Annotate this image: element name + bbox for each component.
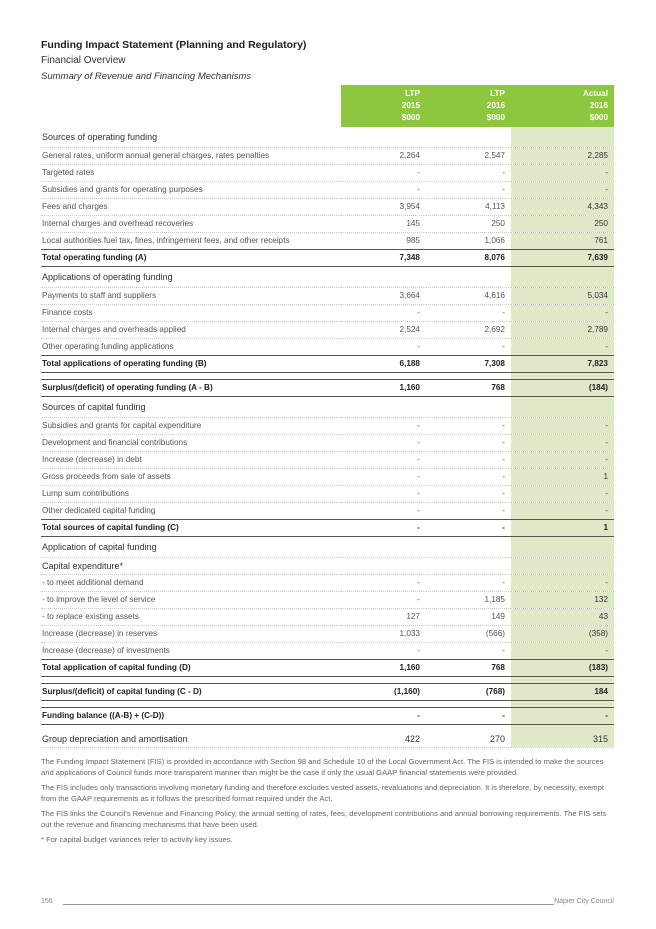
note-paragraph: The FIS includes only transactions involving monetary funding and therefore excludes vested assets, revaluations and depreciation. It is therefore, by necessity, exempt from the GAAP requirements as it follows the prescribed format required under the Act.	[41, 783, 604, 803]
row-label: Total operating funding (A)	[41, 250, 341, 267]
row-label: Sources of operating funding	[41, 127, 341, 148]
value-actual2016: 761	[511, 233, 614, 250]
value-actual2016: 7,823	[511, 356, 614, 373]
table-row	[41, 305, 614, 322]
row-label: Local authorities fuel tax, fines, infringement fees, and other receipts	[41, 233, 341, 250]
row-label: Sources of capital funding	[41, 397, 341, 418]
value-ltp2015: 145	[341, 216, 426, 233]
table-row	[41, 216, 614, 233]
value-ltp2016: (566)	[426, 626, 511, 643]
value-ltp2016: -	[426, 503, 511, 520]
value-actual2016: 7,639	[511, 250, 614, 267]
value-ltp2016: -	[426, 469, 511, 486]
value-ltp2016: 4,616	[426, 288, 511, 305]
row-label: Application of capital funding	[41, 537, 341, 558]
value-actual2016: (358)	[511, 626, 614, 643]
value-actual2016: 4,343	[511, 199, 614, 216]
value-ltp2015: 3,954	[341, 199, 426, 216]
value-ltp2015: -	[341, 418, 426, 435]
value-ltp2015: -	[341, 305, 426, 322]
row-label: Applications of operating funding	[41, 267, 341, 288]
col-header-unit: $000	[426, 112, 511, 127]
table-row	[41, 322, 614, 339]
value-ltp2016: -	[426, 165, 511, 182]
row-label: Total sources of capital funding (C)	[41, 520, 341, 537]
value-ltp2015: -	[341, 339, 426, 356]
value-ltp2015: 6,188	[341, 356, 426, 373]
table-row	[41, 609, 614, 626]
row-label: - to meet additional demand	[41, 575, 341, 592]
value-ltp2016: 270	[426, 731, 511, 748]
value-actual2016: 1	[511, 469, 614, 486]
row-label: Total applications of operating funding (B)	[41, 356, 341, 373]
value-ltp2016: -	[426, 520, 511, 537]
page-footer	[41, 898, 614, 910]
value-ltp2016: 768	[426, 660, 511, 677]
value-ltp2016: -	[426, 418, 511, 435]
row-label: Subsidies and grants for capital expenditure	[41, 418, 341, 435]
table-row	[41, 339, 614, 356]
row-label: Increase (decrease) of investments	[41, 643, 341, 660]
value-ltp2015: 1,160	[341, 380, 426, 397]
row-label: Increase (decrease) in debt	[41, 452, 341, 469]
table-row	[41, 182, 614, 199]
row-label: Gross proceeds from sale of assets	[41, 469, 341, 486]
value-actual2016: -	[511, 418, 614, 435]
value-actual2016: 132	[511, 592, 614, 609]
section-row	[41, 267, 614, 288]
value-ltp2016	[426, 127, 511, 148]
value-ltp2015	[341, 267, 426, 288]
value-ltp2015: -	[341, 592, 426, 609]
table-row	[41, 643, 614, 660]
row-label: Total application of capital funding (D)	[41, 660, 341, 677]
row-label: Funding balance ((A-B) + (C-D))	[41, 708, 341, 725]
table-row	[41, 626, 614, 643]
row-label: Other operating funding applications	[41, 339, 341, 356]
notes	[41, 756, 614, 845]
value-ltp2016: 4,113	[426, 199, 511, 216]
value-actual2016: -	[511, 305, 614, 322]
table-row	[41, 148, 614, 165]
value-ltp2015: 1,160	[341, 660, 426, 677]
value-actual2016: 2,285	[511, 148, 614, 165]
value-ltp2016: 8,076	[426, 250, 511, 267]
value-ltp2015: -	[341, 520, 426, 537]
table-row	[41, 452, 614, 469]
value-actual2016: (184)	[511, 380, 614, 397]
value-ltp2015: (1,160)	[341, 684, 426, 701]
row-label: - to improve the level of service	[41, 592, 341, 609]
statement-title: Funding Impact Statement (Planning and Regulatory)	[41, 39, 307, 51]
footer-rule	[63, 904, 554, 905]
col-header-ltp2015: LTP	[341, 85, 426, 100]
value-ltp2015: 7,348	[341, 250, 426, 267]
table-row	[41, 435, 614, 452]
total-row	[41, 708, 614, 725]
value-actual2016: 43	[511, 609, 614, 626]
value-ltp2015: 1,033	[341, 626, 426, 643]
value-ltp2016: -	[426, 452, 511, 469]
row-label: Development and financial contributions	[41, 435, 341, 452]
value-actual2016	[511, 397, 614, 418]
funding-table	[41, 85, 614, 748]
value-actual2016: 1	[511, 520, 614, 537]
value-ltp2015: 422	[341, 731, 426, 748]
value-actual2016	[511, 537, 614, 558]
row-label: Payments to staff and suppliers	[41, 288, 341, 305]
value-ltp2015: -	[341, 643, 426, 660]
col-header-unit: $000	[511, 112, 614, 127]
table-row	[41, 418, 614, 435]
row-label: General rates, uniform annual general charges, rates penalties	[41, 148, 341, 165]
total-row	[41, 356, 614, 373]
table-row	[41, 575, 614, 592]
value-actual2016: 2,789	[511, 322, 614, 339]
value-ltp2016	[426, 558, 511, 575]
value-ltp2016: (768)	[426, 684, 511, 701]
value-ltp2016: -	[426, 339, 511, 356]
row-label	[41, 373, 341, 380]
row-label: Internal charges and overheads applied	[41, 322, 341, 339]
row-label: Finance costs	[41, 305, 341, 322]
row-label: Internal charges and overhead recoveries	[41, 216, 341, 233]
value-actual2016: -	[511, 575, 614, 592]
row-label: - to replace existing assets	[41, 609, 341, 626]
value-ltp2015: -	[341, 165, 426, 182]
document-page	[41, 38, 614, 849]
value-actual2016	[511, 701, 614, 708]
value-ltp2015: 2,264	[341, 148, 426, 165]
row-label: Increase (decrease) in reserves	[41, 626, 341, 643]
section-row	[41, 397, 614, 418]
value-ltp2015	[341, 537, 426, 558]
table-row	[41, 199, 614, 216]
value-ltp2015: -	[341, 575, 426, 592]
value-actual2016: 250	[511, 216, 614, 233]
spacer-row	[41, 677, 614, 684]
table-row	[41, 731, 614, 748]
value-ltp2015	[341, 701, 426, 708]
table-row	[41, 503, 614, 520]
value-actual2016: 184	[511, 684, 614, 701]
value-ltp2015	[341, 397, 426, 418]
value-ltp2016: 2,692	[426, 322, 511, 339]
col-header-year: 2016	[426, 100, 511, 112]
row-label	[41, 677, 341, 684]
value-actual2016	[511, 558, 614, 575]
value-ltp2015	[341, 558, 426, 575]
value-ltp2015: 3,664	[341, 288, 426, 305]
value-ltp2016: -	[426, 575, 511, 592]
value-ltp2016: 2,547	[426, 148, 511, 165]
row-label: Surplus/(deficit) of operating funding (A - B)	[41, 380, 341, 397]
value-ltp2016	[426, 677, 511, 684]
spacer-row	[41, 701, 614, 708]
row-label: Subsidies and grants for operating purposes	[41, 182, 341, 199]
value-ltp2016: 149	[426, 609, 511, 626]
value-ltp2016: 768	[426, 380, 511, 397]
value-actual2016	[511, 267, 614, 288]
value-ltp2016: 1,185	[426, 592, 511, 609]
table-row	[41, 233, 614, 250]
spacer-row	[41, 373, 614, 380]
value-ltp2015	[341, 677, 426, 684]
total-row	[41, 520, 614, 537]
value-ltp2015: -	[341, 452, 426, 469]
row-label: Capital expenditure*	[41, 558, 341, 575]
col-header-year: 2015	[341, 100, 426, 112]
table-row	[41, 558, 614, 575]
col-header-actual2016: Actual	[511, 85, 614, 100]
value-ltp2016: -	[426, 643, 511, 660]
value-actual2016: -	[511, 486, 614, 503]
value-actual2016: -	[511, 452, 614, 469]
table-row	[41, 592, 614, 609]
value-actual2016: -	[511, 503, 614, 520]
value-ltp2015: 2,524	[341, 322, 426, 339]
row-label: Other dedicated capital funding	[41, 503, 341, 520]
total-row	[41, 380, 614, 397]
value-ltp2016: 1,066	[426, 233, 511, 250]
value-ltp2015: -	[341, 182, 426, 199]
section-row	[41, 127, 614, 148]
col-header-unit: $000	[341, 112, 426, 127]
table-row	[41, 469, 614, 486]
value-ltp2015	[341, 373, 426, 380]
value-ltp2015	[341, 127, 426, 148]
col-header-year: 2016	[511, 100, 614, 112]
value-ltp2016	[426, 397, 511, 418]
value-ltp2015: -	[341, 486, 426, 503]
table-row	[41, 288, 614, 305]
row-label: Surplus/(deficit) of capital funding (C - D)	[41, 684, 341, 701]
section-row	[41, 537, 614, 558]
value-actual2016: 315	[511, 731, 614, 748]
row-label: Targeted rates	[41, 165, 341, 182]
value-actual2016: -	[511, 643, 614, 660]
value-ltp2015: 985	[341, 233, 426, 250]
value-ltp2016	[426, 537, 511, 558]
table-body	[41, 127, 614, 748]
value-actual2016	[511, 373, 614, 380]
value-ltp2016	[426, 701, 511, 708]
value-actual2016: (183)	[511, 660, 614, 677]
total-row	[41, 250, 614, 267]
value-ltp2016: -	[426, 486, 511, 503]
value-ltp2016: 7,308	[426, 356, 511, 373]
row-label: Fees and charges	[41, 199, 341, 216]
table-row	[41, 486, 614, 503]
value-ltp2016: -	[426, 182, 511, 199]
value-ltp2016	[426, 267, 511, 288]
value-actual2016: 5,034	[511, 288, 614, 305]
value-actual2016	[511, 677, 614, 684]
total-row	[41, 660, 614, 677]
note-paragraph: The Funding Impact Statement (FIS) is provided in accordance with Section 98 and Schedule 10 of the Local Government Act. The FIS is intended to make the sources and applications of Council funds more transparent manner than might be the case if only the usual GAAP financial statements were provided.	[41, 757, 604, 777]
value-actual2016: -	[511, 708, 614, 725]
row-label: Group depreciation and amortisation	[41, 731, 341, 748]
note-footnote: * For capital budget variances refer to activity key issues.	[41, 835, 233, 844]
row-label	[41, 701, 341, 708]
value-ltp2015: -	[341, 503, 426, 520]
total-row	[41, 684, 614, 701]
value-ltp2015: -	[341, 435, 426, 452]
col-header-ltp2016: LTP	[426, 85, 511, 100]
value-ltp2016: -	[426, 305, 511, 322]
table-row	[41, 165, 614, 182]
value-ltp2016: 250	[426, 216, 511, 233]
value-ltp2016: -	[426, 435, 511, 452]
value-ltp2015: -	[341, 469, 426, 486]
value-actual2016: -	[511, 339, 614, 356]
value-ltp2015: -	[341, 708, 426, 725]
page-number: 156	[41, 898, 53, 905]
statement-section: Summary of Revenue and Financing Mechanisms	[41, 71, 252, 82]
organisation-name: Napier City Council	[554, 898, 614, 905]
value-ltp2015: 127	[341, 609, 426, 626]
value-actual2016: -	[511, 435, 614, 452]
row-label: Lump sum contributions	[41, 486, 341, 503]
note-paragraph: The FIS links the Council's Revenue and Financing Policy, the annual setting of rates, fees, development contributions and annual borrowing requirements. The FIS sets out the revenue and financing mechanisms that have been used.	[41, 809, 607, 829]
value-actual2016: -	[511, 182, 614, 199]
value-ltp2016: -	[426, 708, 511, 725]
value-ltp2016	[426, 373, 511, 380]
statement-subtitle: Financial Overview	[41, 55, 126, 66]
value-actual2016	[511, 127, 614, 148]
value-actual2016: -	[511, 165, 614, 182]
